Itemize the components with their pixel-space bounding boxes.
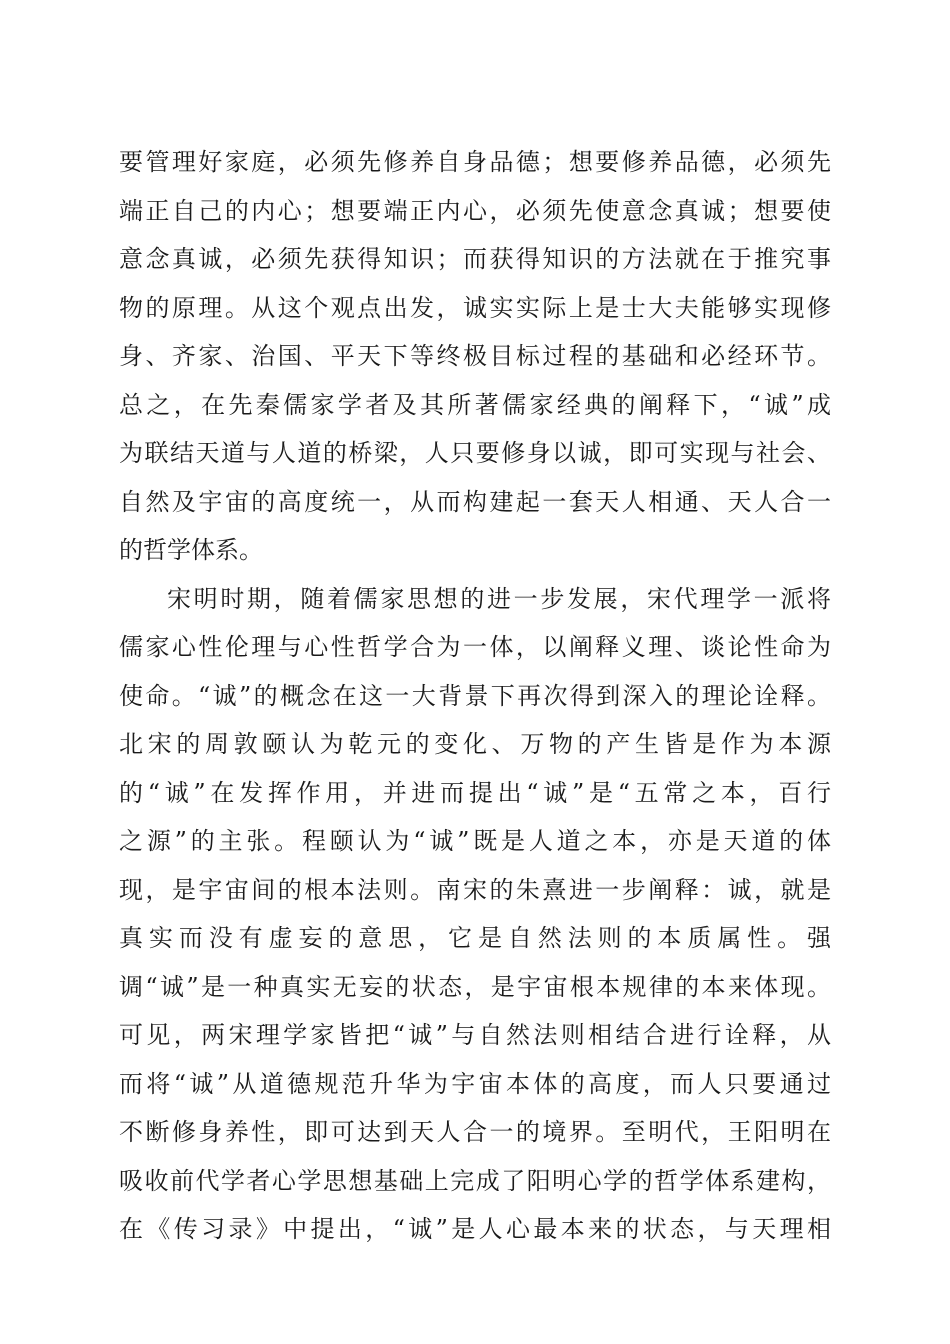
text-line: 吸收前代学者心学思想基础上完成了阳明心学的哲学体系建构， bbox=[119, 1166, 831, 1195]
text-line: 为联结天道与人道的桥梁，人只要修身以诚，即可实现与社会、 bbox=[119, 439, 831, 467]
paragraph-2 bbox=[119, 575, 831, 1254]
text-line: 真实而没有虚妄的意思，它是自然法则的本质属性。强 bbox=[119, 924, 831, 952]
text-line: 物的原理。从这个观点出发，诚实实际上是士大夫能够实现修 bbox=[119, 293, 831, 322]
text-line: 使命。“诚”的概念在这一大背景下再次得到深入的理论诠释。 bbox=[119, 681, 831, 710]
body-text bbox=[119, 138, 831, 1254]
text-line: 身、齐家、治国、平天下等终极目标过程的基础和必经环节。 bbox=[119, 342, 831, 370]
paragraph-1 bbox=[119, 138, 831, 575]
text-line: 在《传习录》中提出，“诚”是人心最本来的状态，与天理相 bbox=[119, 1215, 831, 1243]
text-line: 总之，在先秦儒家学者及其所著儒家经典的阐释下，“诚”成 bbox=[119, 390, 831, 419]
text-line: 可见，两宋理学家皆把“诚”与自然法则相结合进行诠释，从 bbox=[119, 1021, 831, 1049]
text-line: 意念真诚，必须先获得知识；而获得知识的方法就在于推究事 bbox=[119, 245, 831, 273]
text-line: 自然及宇宙的高度统一，从而构建起一套天人相通、天人合一 bbox=[119, 487, 831, 516]
text-line: 之源”的主张。程颐认为“诚”既是人道之本，亦是天道的体 bbox=[119, 827, 831, 855]
text-line: 北宋的周敦颐认为乾元的变化、万物的产生皆是作为本源 bbox=[119, 730, 831, 758]
text-line: 的哲学体系。 bbox=[119, 536, 263, 564]
text-line: 要管理好家庭，必须先修养自身品德；想要修养品德，必须先 bbox=[119, 148, 831, 176]
text-line: 而将“诚”从道德规范升华为宇宙本体的高度，而人只要通过 bbox=[119, 1069, 831, 1098]
text-line: 不断修身养性，即可达到天人合一的境界。至明代，王阳明在 bbox=[119, 1118, 831, 1146]
text-line: 儒家心性伦理与心性哲学合为一体，以阐释义理、谈论性命为 bbox=[119, 633, 831, 661]
text-line: 现，是宇宙间的根本法则。南宋的朱熹进一步阐释：诚，就是 bbox=[119, 875, 831, 904]
text-line: 调“诚”是一种真实无妄的状态，是宇宙根本规律的本来体现。 bbox=[119, 972, 831, 1001]
text-line: 端正自己的内心；想要端正内心，必须先使意念真诚；想要使 bbox=[119, 196, 831, 225]
text-line: 的“诚”在发挥作用，并进而提出“诚”是“五常之本，百行 bbox=[119, 778, 831, 807]
text-line: 宋明时期，随着儒家思想的进一步发展，宋代理学一派将 bbox=[167, 584, 831, 613]
